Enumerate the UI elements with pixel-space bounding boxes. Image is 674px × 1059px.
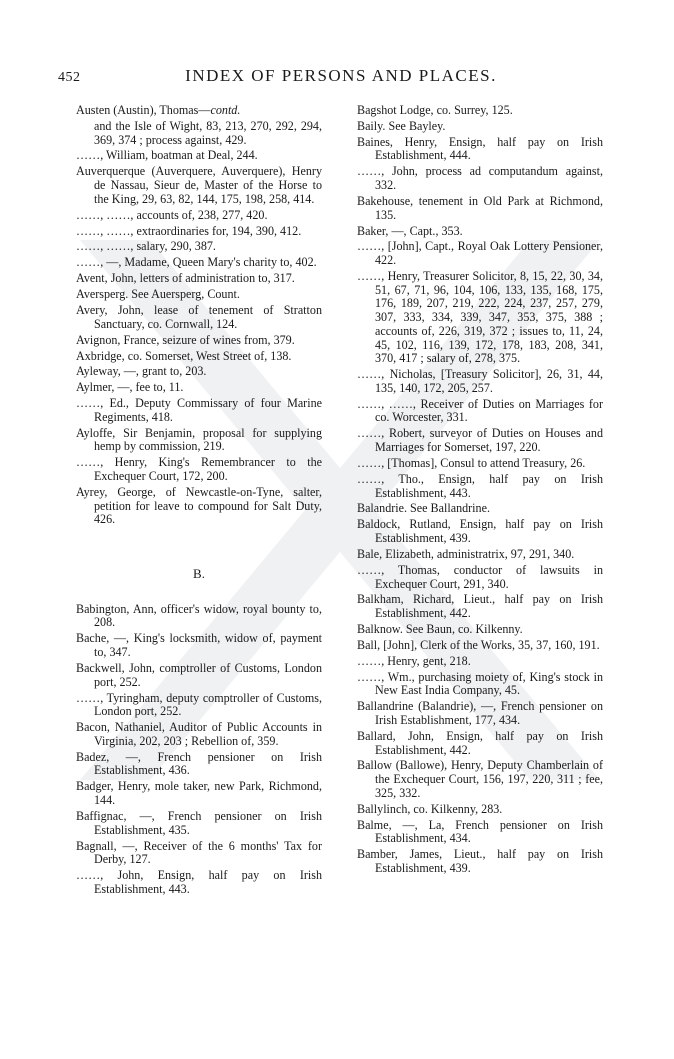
index-entry: Balme, —, La, French pensioner on Irish Establishment, 434.: [357, 817, 603, 846]
index-entry: Balandrie. See Ballandrine.: [357, 501, 490, 516]
index-entry: Ballard, John, Ensign, half pay on Irish Establishment, 442.: [357, 728, 603, 757]
index-entry: Baines, Henry, Ensign, half pay on Irish Establishment, 444.: [357, 134, 603, 163]
index-entry: Ballandrine (Balandrie), —, French pensioner on Irish Establishment, 177, 434.: [357, 699, 603, 727]
index-entry: Ayleway, —, grant to, 203.: [76, 364, 207, 379]
running-title: INDEX OF PERSONS AND PLACES.: [185, 66, 497, 85]
index-entry: ……, Tho., Ensign, half pay on Irish Establishment, 443.: [357, 471, 603, 500]
index-entry: ……, ……, extraordinaries for, 194, 390, 412.: [76, 223, 302, 238]
index-entry: ……, Robert, surveyor of Duties on Houses and Marriages for Somerset, 197, 220.: [357, 426, 603, 455]
index-entry: Avignon, France, seizure of wines from, 379.: [76, 332, 295, 347]
index-entry: Baily. See Bayley.: [357, 118, 446, 133]
index-entry: Auverquerque (Auverquere, Auverquere), Henry de Nassau, Sieur de, Master of the Horse to the King, 29, 63, 82, 144, 175, 198, 258, 414.: [76, 164, 322, 206]
index-entry: Aversperg. See Auersperg, Count.: [76, 287, 240, 302]
index-entry: Badez, —, French pensioner on Irish Establishment, 436.: [76, 749, 322, 778]
index-entry: Bale, Elizabeth, administratrix, 97, 291, 340.: [357, 546, 575, 561]
right-column: [357, 104, 603, 878]
index-entry: Badger, Henry, mole taker, new Park, Richmond, 144.: [76, 779, 322, 808]
index-entry: Backwell, John, comptroller of Customs, London port, 252.: [76, 660, 322, 689]
index-entry: ……, ……, salary, 290, 387.: [76, 239, 216, 254]
index-entry: Baker, —, Capt., 353.: [357, 223, 463, 238]
index-entry: and the Isle of Wight, 83, 213, 270, 292, 294, 369, 374 ; process against, 429.: [94, 118, 322, 147]
index-entry: Ayloffe, Sir Benjamin, proposal for supplying hemp by commission, 219.: [76, 425, 322, 454]
index-entry: Ballylinch, co. Kilkenny, 283.: [357, 801, 503, 816]
index-entry: Axbridge, co. Somerset, West Street of, 138.: [76, 348, 292, 363]
index-entry: ……, Henry, Treasurer Solicitor, 8, 15, 22, 30, 34, 51, 67, 71, 96, 104, 106, 133, 135, 168, 175, 176, 189, 207, 219, 222, 224, 237, 257, 279, 307, 333, 334, 339, 347, 353, 375, 388 ; accounts of, 226, 319, 372 ; issues to, 11, 24, 45, 102, 116, 139, 172, 178, 183, 208, 341, 370, 417 ; salary of, 278, 375.: [357, 269, 603, 366]
index-entry: ……, Ed., Deputy Commissary of four Marine Regiments, 418.: [76, 396, 322, 424]
index-entry: Ball, [John], Clerk of the Works, 35, 37, 160, 191.: [357, 637, 600, 652]
index-entry: Ayrey, George, of Newcastle-on-Tyne, salter, petition for leave to compound for Salt Duty, 426.: [76, 484, 322, 527]
index-entry: ……, Henry, gent, 218.: [357, 653, 471, 668]
index-entry: ……, Tyringham, deputy comptroller of Customs, London port, 252.: [76, 690, 322, 719]
index-entry: ……, ……, accounts of, 238, 277, 420.: [76, 207, 268, 222]
section-letter: B.: [193, 566, 205, 582]
index-entry: ……, Nicholas, [Treasury Solicitor], 26, 31, 44, 135, 140, 172, 205, 257.: [357, 367, 603, 395]
index-entry: Austen (Austin), Thomas—contd.: [76, 103, 241, 117]
page-number: 452: [58, 70, 81, 85]
index-entry: Baffignac, —, French pensioner on Irish Establishment, 435.: [76, 808, 322, 837]
index-entry: Balkham, Richard, Lieut., half pay on Irish Establishment, 442.: [357, 592, 603, 621]
page-header: [48, 62, 634, 88]
index-entry: ……, Wm., purchasing moiety of, King's stock in New East India Company, 45.: [357, 669, 603, 698]
index-entry: ……, John, Ensign, half pay on Irish Establishment, 443.: [76, 868, 322, 896]
index-entry: ……, ……, Receiver of Duties on Marriages for co. Worcester, 331.: [357, 396, 603, 425]
index-entry: Bagnall, —, Receiver of the 6 months' Tax for Derby, 127.: [76, 838, 322, 867]
index-entry: Ballow (Ballowe), Henry, Deputy Chamberlain of the Exchequer Court, 156, 197, 220, 311 ; fee, 325, 332.: [357, 758, 603, 800]
index-entry: Balknow. See Baun, co. Kilkenny.: [357, 621, 523, 636]
index-entry: ……, Thomas, conductor of lawsuits in Exchequer Court, 291, 340.: [357, 562, 603, 591]
index-entry: Avery, John, lease of tenement of Stratton Sanctuary, co. Cornwall, 124.: [76, 303, 322, 331]
index-entry: ……, —, Madame, Queen Mary's charity to, 402.: [76, 255, 317, 270]
index-entry: ……, Henry, King's Remembrancer to the Exchequer Court, 172, 200.: [76, 455, 322, 484]
index-entry: ……, William, boatman at Deal, 244.: [76, 148, 258, 163]
index-entry: Bakehouse, tenement in Old Park at Richmond, 135.: [357, 193, 603, 222]
left-column: [76, 104, 322, 899]
index-entry: Baldock, Rutland, Ensign, half pay on Irish Establishment, 439.: [357, 517, 603, 546]
index-entry: Avent, John, letters of administration to, 317.: [76, 271, 295, 286]
index-entry: Bache, —, King's locksmith, widow of, payment to, 347.: [76, 631, 322, 660]
index-entry: Bacon, Nathaniel, Auditor of Public Accounts in Virginia, 202, 203 ; Rebellion of, 359.: [76, 720, 322, 748]
index-entry: ……, John, process ad computandum against, 332.: [357, 164, 603, 193]
index-entry: Bamber, James, Lieut., half pay on Irish Establishment, 439.: [357, 847, 603, 875]
index-entry: Bagshot Lodge, co. Surrey, 125.: [357, 103, 513, 117]
index-entry: Babington, Ann, officer's widow, royal bounty to, 208.: [76, 601, 322, 630]
index-entry: ……, [Thomas], Consul to attend Treasury, 26.: [357, 455, 586, 470]
index-entry: Aylmer, —, fee to, 11.: [76, 380, 184, 395]
index-entry: ……, [John], Capt., Royal Oak Lottery Pensioner, 422.: [357, 239, 603, 268]
